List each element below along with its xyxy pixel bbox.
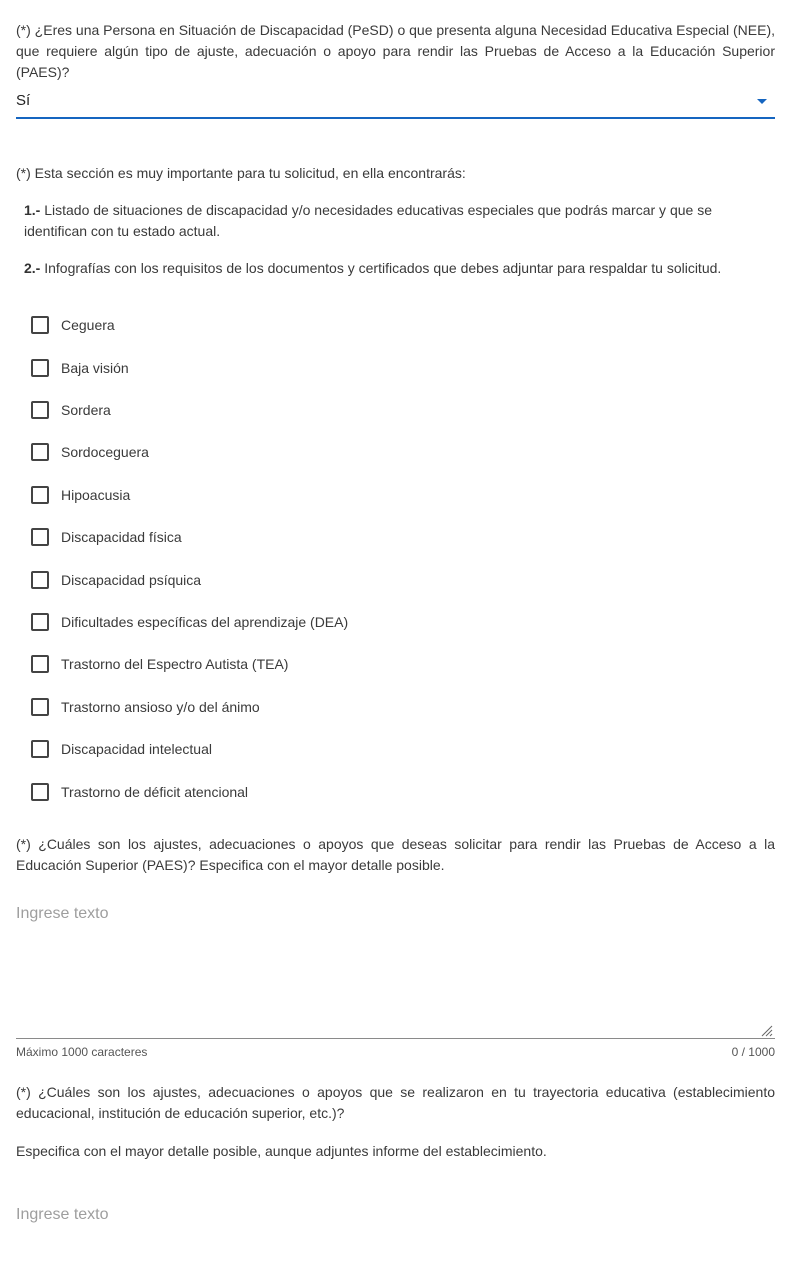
- checkbox-hipoacusia[interactable]: [31, 485, 130, 505]
- checkbox-label: Trastorno del Espectro Autista (TEA): [61, 656, 289, 672]
- checkbox-box[interactable]: [31, 655, 49, 673]
- info-list-item-text: Infografías con los requisitos de los documentos y certificados que debes adjuntar para respaldar tu solicitud.: [40, 260, 722, 276]
- info-list-item-1: [24, 200, 774, 242]
- checkbox-label: Discapacidad física: [61, 529, 182, 545]
- pesd-select[interactable]: [16, 88, 775, 119]
- info-list-item-number: 1.-: [24, 202, 41, 218]
- checkbox-label: Sordera: [61, 402, 111, 418]
- checkbox-label: Trastorno de déficit atencional: [61, 784, 249, 800]
- question-trayectoria-label: (*) ¿Cuáles son los ajustes, adecuaciones o apoyos que se realizaron en tu trayectoria educativa (establecimiento educacional, institución de educación superior, etc.)?: [16, 1084, 775, 1121]
- checkbox-box[interactable]: [31, 359, 49, 377]
- max-chars-helper: Máximo 1000 caracteres: [16, 1045, 148, 1059]
- checkbox-ceguera[interactable]: [31, 315, 115, 335]
- info-list-item-text: Listado de situaciones de discapacidad y/o necesidades educativas especiales que podrás marcar y que se identifican con tu estado actual.: [24, 202, 712, 239]
- checkbox-baja-vision[interactable]: [31, 358, 129, 378]
- checkbox-label: Dificultades específicas del aprendizaje (DEA): [61, 614, 349, 630]
- info-list-item-2: [24, 258, 774, 279]
- checkbox-label: Ceguera: [61, 317, 115, 333]
- textarea-placeholder: Ingrese texto: [16, 905, 109, 922]
- resize-grip-icon[interactable]: [761, 1025, 773, 1037]
- checkbox-box[interactable]: [31, 571, 49, 589]
- textarea-underline: [16, 1038, 775, 1039]
- checkbox-label: Discapacidad psíquica: [61, 572, 202, 588]
- checkbox-box[interactable]: [31, 698, 49, 716]
- pesd-select-value: Sí: [16, 92, 31, 109]
- checkbox-box[interactable]: [31, 528, 49, 546]
- checkbox-box[interactable]: [31, 486, 49, 504]
- checkbox-box[interactable]: [31, 740, 49, 758]
- checkbox-sordera[interactable]: [31, 400, 111, 420]
- caret-down-icon[interactable]: [757, 99, 767, 104]
- checkbox-discapacidad-intelectual[interactable]: [31, 739, 212, 759]
- section-intro: (*) Esta sección es muy importante para tu solicitud, en ella encontrarás:: [16, 165, 466, 181]
- checkbox-label: Trastorno ansioso y/o del ánimo: [61, 699, 260, 715]
- checkbox-discapacidad-psiquica[interactable]: [31, 570, 201, 590]
- checkbox-box[interactable]: [31, 443, 49, 461]
- info-list-item-number: 2.-: [24, 260, 41, 276]
- char-counter: 0 / 1000: [731, 1045, 775, 1059]
- trayectoria-textarea[interactable]: [16, 1196, 775, 1284]
- checkbox-box[interactable]: [31, 613, 49, 631]
- checkbox-label: Hipoacusia: [61, 487, 131, 503]
- checkbox-box[interactable]: [31, 316, 49, 334]
- checkbox-box[interactable]: [31, 783, 49, 801]
- question-trayectoria-subtext: Especifica con el mayor detalle posible, aunque adjuntes informe del establecimiento.: [16, 1143, 547, 1159]
- ajustes-paes-textarea[interactable]: [16, 895, 775, 1039]
- checkbox-box[interactable]: [31, 401, 49, 419]
- textarea-placeholder: Ingrese texto: [16, 1206, 109, 1223]
- checkbox-discapacidad-fisica[interactable]: [31, 527, 182, 547]
- checkbox-sordoceguera[interactable]: [31, 442, 149, 462]
- checkbox-trastorno-ansioso[interactable]: [31, 697, 260, 717]
- question-ajustes-paes-label: (*) ¿Cuáles son los ajustes, adecuaciones o apoyos que deseas solicitar para rendir las Pruebas de Acceso a la Educación Superior (PAES)? Especifica con el mayor detalle posible.: [16, 836, 775, 873]
- checkbox-label: Sordoceguera: [61, 444, 149, 460]
- checkbox-tea[interactable]: [31, 654, 288, 674]
- question-pesd-label: (*) ¿Eres una Persona en Situación de Discapacidad (PeSD) o que presenta alguna Necesidad Educativa Especial (NEE), que requiere algún tipo de ajuste, adecuación o apoyo para rendir las Pruebas de Acceso a la Educación Superior (PAES)?: [16, 22, 775, 80]
- checkbox-label: Discapacidad intelectual: [61, 741, 212, 757]
- checkbox-deficit-atencional[interactable]: [31, 782, 248, 802]
- checkbox-dea[interactable]: [31, 612, 348, 632]
- checkbox-label: Baja visión: [61, 360, 129, 376]
